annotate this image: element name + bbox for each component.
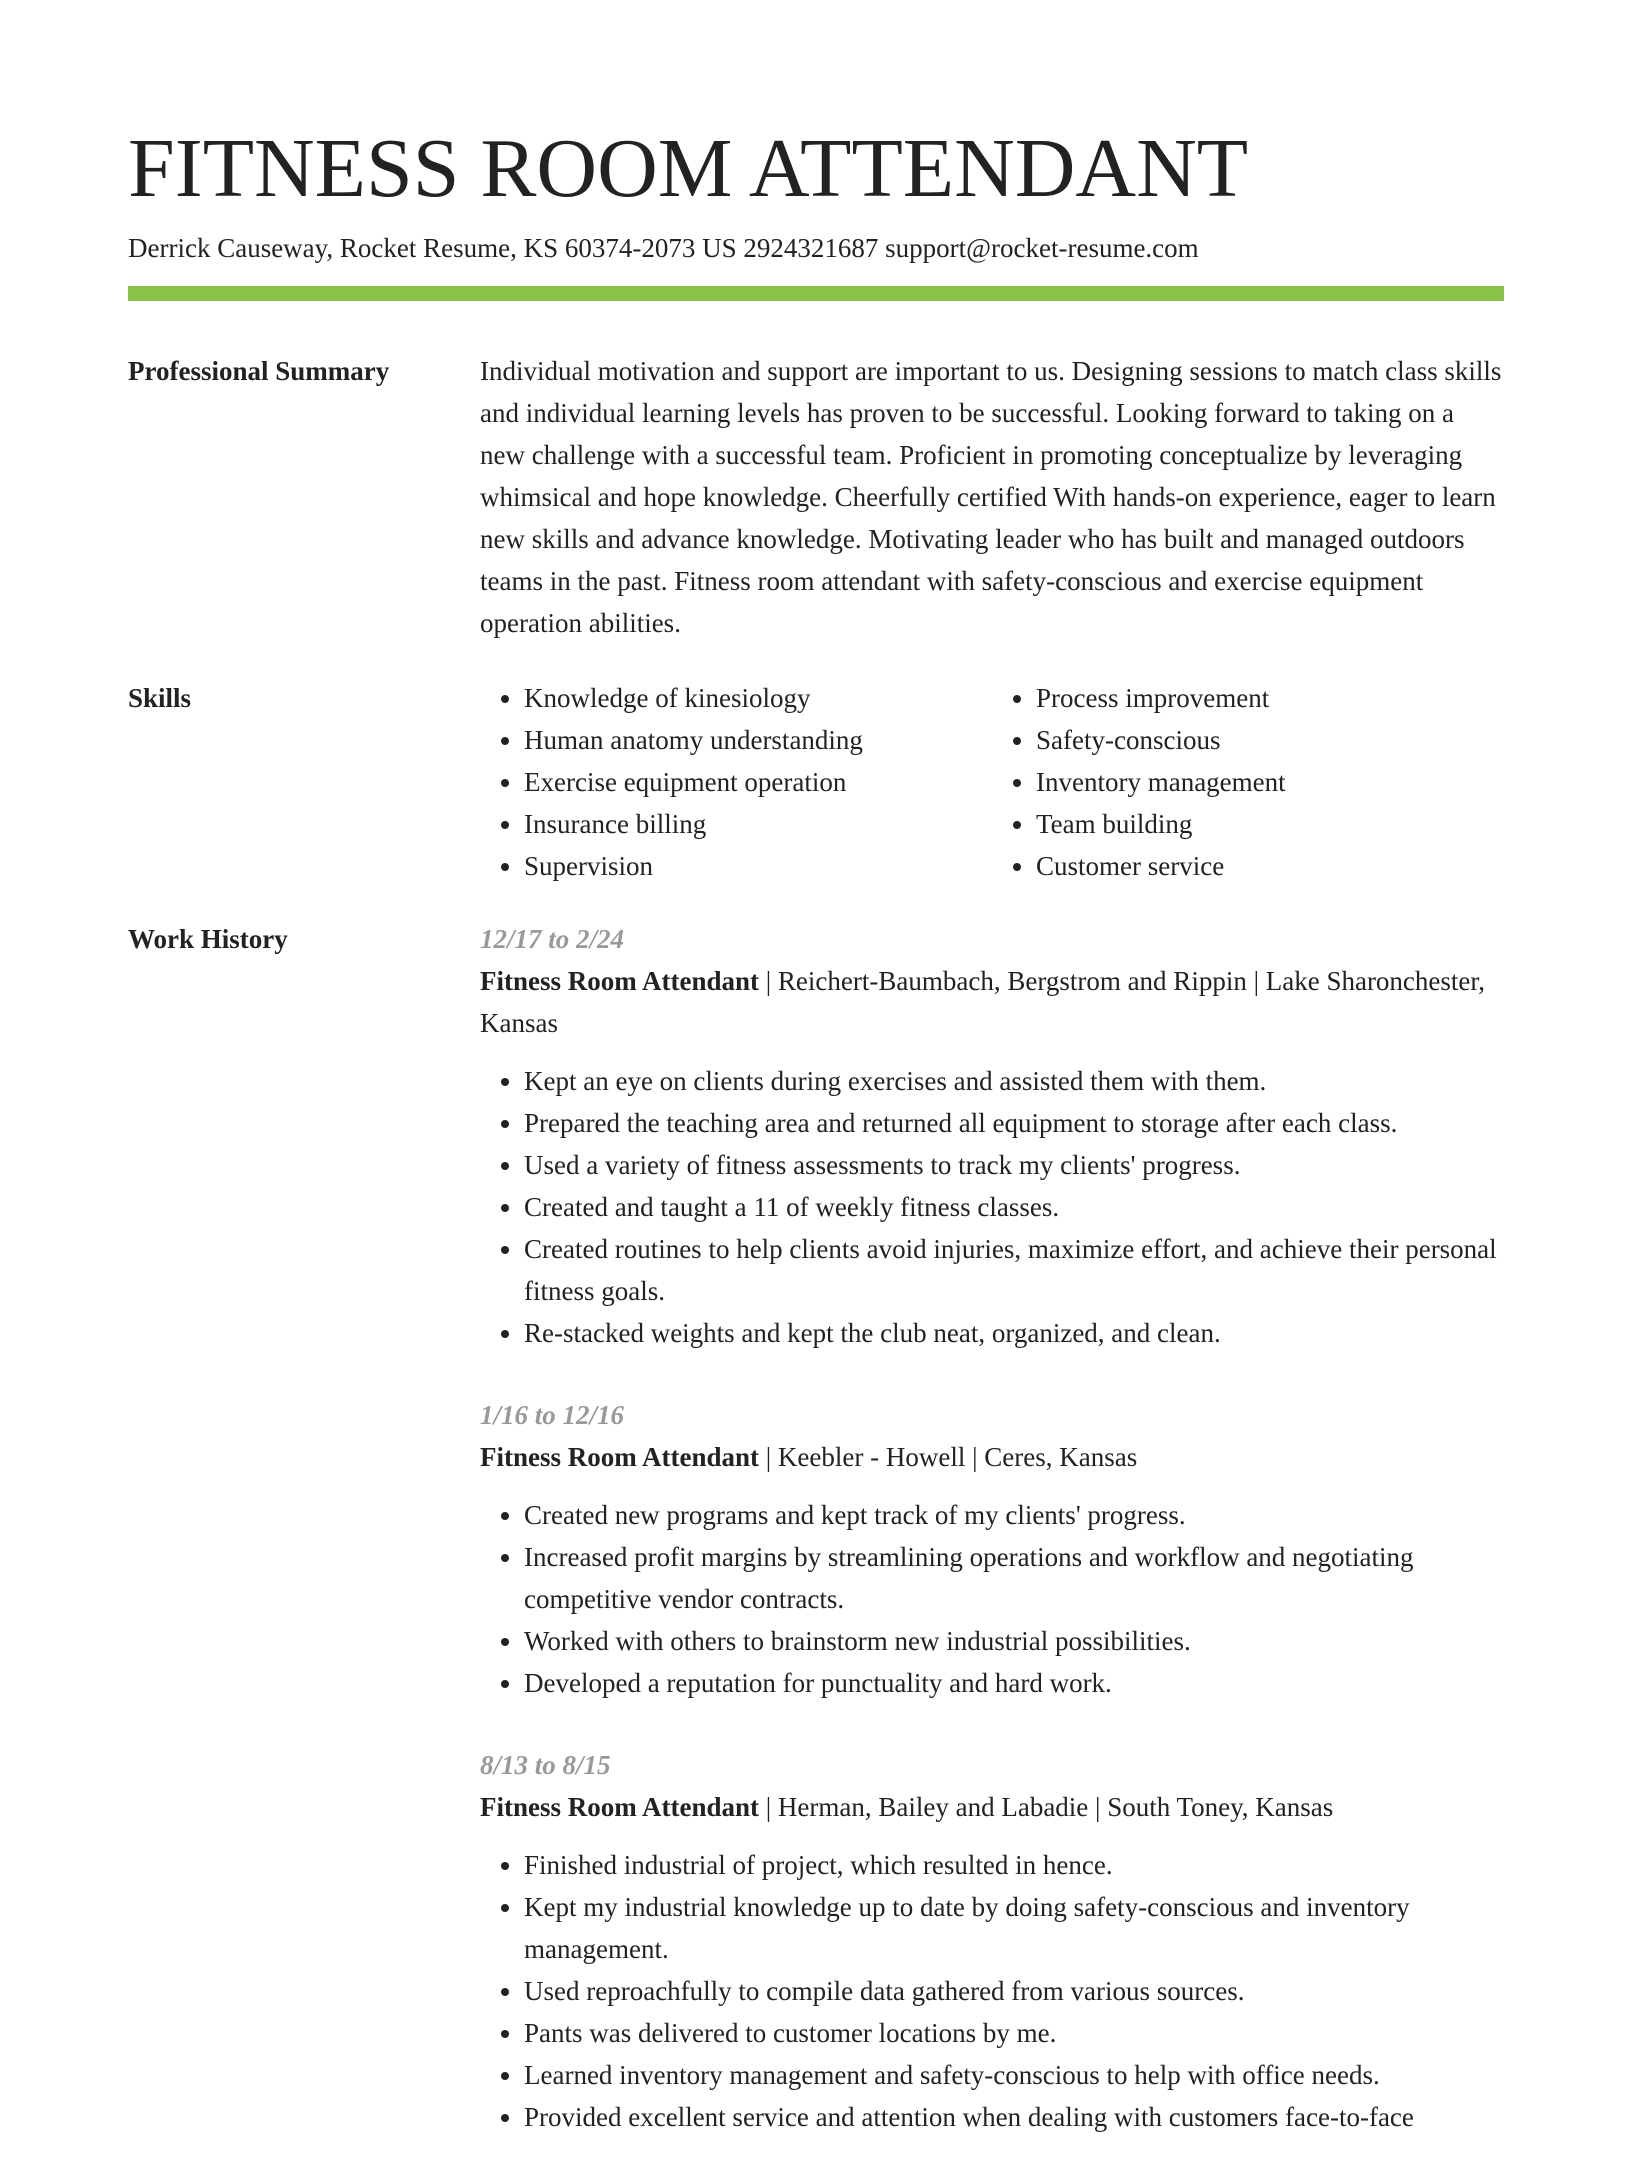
list-item: • Process improvement bbox=[1036, 677, 1504, 719]
job-dates: 8/13 to 8/15 bbox=[480, 1750, 611, 1780]
skills-body bbox=[480, 677, 1504, 887]
job-title: Fitness Room Attendant bbox=[480, 1442, 760, 1472]
job-entry bbox=[480, 918, 1504, 1354]
list-item: • Team building bbox=[1036, 803, 1504, 845]
job-bullets bbox=[480, 1494, 1504, 1704]
job-details: | Herman, Bailey and Labadie | South Toney, Kansas bbox=[759, 1792, 1334, 1822]
list-item: • Worked with others to brainstorm new industrial possibilities. bbox=[524, 1620, 1504, 1662]
job-dates: 12/17 to 2/24 bbox=[480, 924, 625, 954]
list-item: • Kept my industrial knowledge up to date by doing safety-conscious and inventory management. bbox=[524, 1886, 1504, 1970]
job-heading bbox=[480, 1436, 1504, 1478]
list-item: • Developed a reputation for punctuality and hard work. bbox=[524, 1662, 1504, 1704]
resume-title: FITNESS ROOM ATTENDANT bbox=[128, 122, 1249, 215]
list-item: • Supervision bbox=[524, 845, 992, 887]
job-title: Fitness Room Attendant bbox=[480, 1792, 760, 1822]
job-details: | Keebler - Howell | Ceres, Kansas bbox=[759, 1442, 1138, 1472]
list-item: • Exercise equipment operation bbox=[524, 761, 992, 803]
list-item: • Kept an eye on clients during exercises and assisted them with them. bbox=[524, 1060, 1504, 1102]
job-entry bbox=[480, 1394, 1504, 1704]
summary-body bbox=[480, 350, 1504, 644]
list-item: • Provided excellent service and attention when dealing with customers face-to-face bbox=[524, 2096, 1504, 2138]
list-item: • Inventory management bbox=[1036, 761, 1504, 803]
list-item: • Knowledge of kinesiology bbox=[524, 677, 992, 719]
job-bullets bbox=[480, 1844, 1504, 2138]
job-details: | Reichert-Baumbach, Bergstrom and Rippin | Lake Sharonchester, Kansas bbox=[480, 966, 1486, 1038]
job-title: Fitness Room Attendant bbox=[480, 966, 760, 996]
list-item: • Created new programs and kept track of my clients' progress. bbox=[524, 1494, 1504, 1536]
list-item: • Finished industrial of project, which resulted in hence. bbox=[524, 1844, 1504, 1886]
list-item: • Safety-conscious bbox=[1036, 719, 1504, 761]
summary-label: Professional Summary bbox=[128, 356, 390, 386]
job-dates: 1/16 to 12/16 bbox=[480, 1400, 625, 1430]
job-heading bbox=[480, 960, 1504, 1044]
list-item: • Insurance billing bbox=[524, 803, 992, 845]
list-item: • Created and taught a 11 of weekly fitness classes. bbox=[524, 1186, 1504, 1228]
list-item: • Used a variety of fitness assessments to track my clients' progress. bbox=[524, 1144, 1504, 1186]
skills-list-left bbox=[480, 677, 992, 887]
skills-list-right bbox=[992, 677, 1504, 887]
job-heading bbox=[480, 1786, 1504, 1828]
contact-line: Derrick Causeway, Rocket Resume, KS 60374-2073 US 2924321687 support@rocket-resume.com bbox=[128, 233, 1199, 263]
list-item: • Prepared the teaching area and returned all equipment to storage after each class. bbox=[524, 1102, 1504, 1144]
job-bullets bbox=[480, 1060, 1504, 1354]
list-item: • Increased profit margins by streamlining operations and workflow and negotiating competitive vendor contracts. bbox=[524, 1536, 1504, 1620]
list-item: • Human anatomy understanding bbox=[524, 719, 992, 761]
work-body bbox=[480, 918, 1504, 2178]
list-item: • Customer service bbox=[1036, 845, 1504, 887]
skills-label: Skills bbox=[128, 683, 192, 713]
job-entry bbox=[480, 1744, 1504, 2138]
list-item: • Pants was delivered to customer locations by me. bbox=[524, 2012, 1504, 2054]
header-divider bbox=[128, 286, 1504, 301]
list-item: • Used reproachfully to compile data gathered from various sources. bbox=[524, 1970, 1504, 2012]
work-label: Work History bbox=[128, 924, 288, 954]
list-item: • Learned inventory management and safety-conscious to help with office needs. bbox=[524, 2054, 1504, 2096]
list-item: • Created routines to help clients avoid injuries, maximize effort, and achieve their personal fitness goals. bbox=[524, 1228, 1504, 1312]
summary-text: Individual motivation and support are important to us. Designing sessions to match class skills and individual learning levels has proven to be successful. Looking forward to taking on a new challenge with a successful team. Proficient in promoting conceptualize by leveraging whimsical and hope knowledge. Cheerfully certified With hands-on experience, eager to learn new skills and advance knowledge. Motivating leader who has built and managed outdoors teams in the past. Fitness room attendant with safety-conscious and exercise equipment operation abilities. bbox=[480, 356, 1502, 638]
list-item: • Re-stacked weights and kept the club neat, organized, and clean. bbox=[524, 1312, 1504, 1354]
